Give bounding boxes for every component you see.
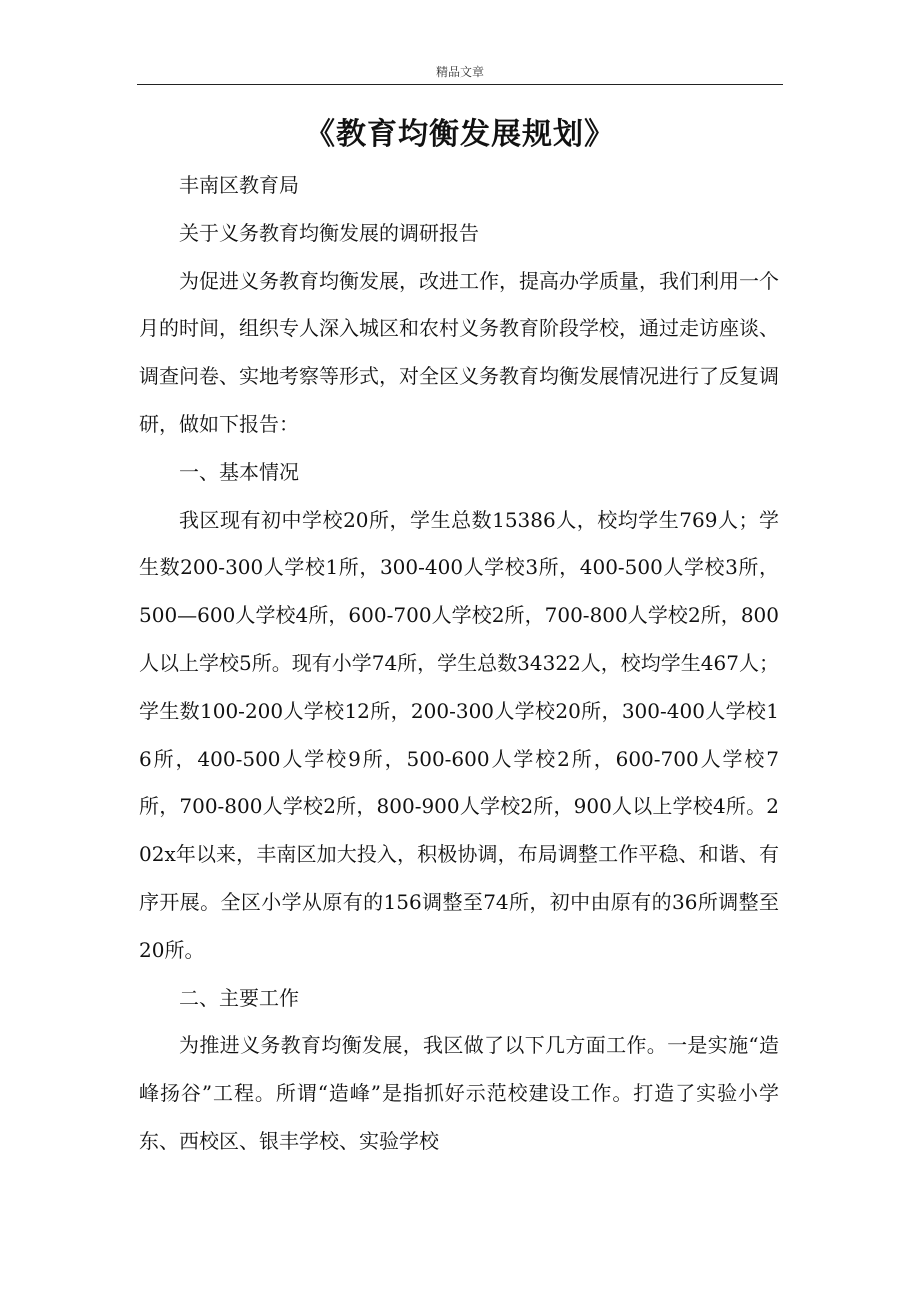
document-body	[139, 162, 779, 1166]
author-line: 丰南区教育局	[179, 173, 299, 197]
section-heading-basic: 一、基本情况	[179, 459, 299, 484]
page-header	[137, 62, 783, 85]
basic-situation-paragraph: 我区现有初中学校20所，学生总数15386人，校均学生769人；学生数200-300人学校1所，300-400人学校3所，400-500人学校3所，500—600人学校4所，600-700人学校2所，700-800人学校2所，800人以上学校5所。现有小学74所，学生总数34322人，校均学生467人；学生数100-200人学校12所，200-300人学校20所，300-400人学校16所，400-500人学校9所，500-600人学校2所，600-700人学校7所，700-800人学校2所，800-900人学校2所，900人以上学校4所。202x年以来，丰南区加大投入，积极协调，布局调整工作平稳、和谐、有序开展。全区小学从原有的156调整至74所，初中由原有的36所调整至20所。	[139, 507, 779, 962]
header-label: 精品文章	[435, 65, 484, 79]
section-heading-main-work: 二、主要工作	[179, 985, 299, 1010]
report-subtitle: 关于义务教育均衡发展的调研报告	[179, 220, 479, 245]
main-work-paragraph: 为推进义务教育均衡发展，我区做了以下几方面工作。一是实施“造峰扬谷”工程。所谓“造峰”是指抓好示范校建设工作。打造了实验小学东、西校区、银丰学校、实验学校	[139, 1033, 779, 1153]
intro-paragraph: 为促进义务教育均衡发展，改进工作，提高办学质量，我们利用一个月的时间，组织专人深入城区和农村义务教育阶段学校，通过走访座谈、调查问卷、实地考察等形式，对全区义务教育均衡发展情况进行了反复调研，做如下报告：	[139, 268, 779, 436]
document-title: 《教育均衡发展规划》	[305, 117, 615, 152]
